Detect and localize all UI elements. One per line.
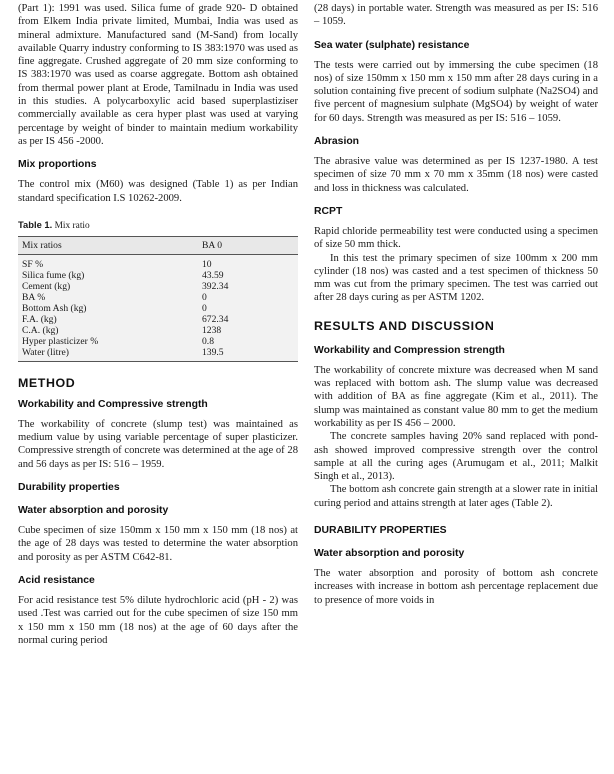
table-cell-label: F.A. (kg) [22, 313, 57, 325]
table-cell-label: BA % [22, 291, 46, 303]
rcpt-heading: RCPT [314, 205, 343, 217]
table-caption [18, 219, 298, 232]
materials-paragraph: (Part 1): 1991 was used. Silica fume of grade 920- D obtained from Elkem India private limited, Mumbai, India was used as mineral admixture. Manufactured sand (M-Sand) from locally available Quarry industry conforming to IS 383:1970 was used as fine aggregate. Crushed aggregate of 20 mm size conforming to IS 383:1970 was used as coarse aggregate. Bottom ash obtained from thermal power plant at Erode, Tamilnadu in India was used in this studies. A polycarboxylic acid based superplastiziser commercially available as cera hyper plast was used at varying percentage by weight of binder to maintain medium workability as per IS 456 -2000. [18, 3, 298, 147]
table-cell-value: 0 [202, 291, 207, 303]
strength-gain-paragraph: The bottom ash concrete gain strength at a slower rate in initial curing period and attains strength at later ages (Table 2). [314, 484, 598, 509]
table-cell-value: 1238 [202, 324, 222, 336]
table-row [18, 336, 298, 347]
workability-compressive-heading: Workability and Compressive strength [18, 398, 208, 410]
table-cell-value: 43.59 [202, 269, 224, 281]
table-title: Mix ratio [54, 220, 90, 231]
table-row [18, 270, 298, 281]
right-column [314, 2, 598, 607]
table-cell-value: 0.8 [202, 335, 214, 347]
table-row [18, 254, 298, 270]
method-heading: METHOD [18, 375, 76, 390]
rcpt-detail-paragraph: In this test the primary specimen of size 100mm x 200 mm cylinder (18 nos) was casted and a test specimen of thickness 50 mm was cut from the primary specimen. The test was carried out after 28 days curing as per ASTM 1202. [314, 252, 598, 304]
table-row [18, 303, 298, 314]
table-label: Table 1. [18, 218, 53, 230]
table-header-row [18, 236, 298, 254]
table-row [18, 292, 298, 303]
table-row [18, 347, 298, 362]
water-absorption-results-paragraph: The water absorption and porosity of bottom ash concrete increases with increase in bottom ash percentage replacement due to presence of more voids in [314, 568, 598, 606]
table-cell-label: Water (litre) [18, 347, 198, 362]
table-row [18, 325, 298, 336]
workability-paragraph: The workability of concrete (slump test) was maintained as medium value by using variable percentage of super plasticizer. Compressive strength of concrete was determined at the age of 28 and 56 days as per IS: 516 – 1959. [18, 418, 298, 470]
table-header-ba0: BA 0 [198, 236, 298, 254]
table-cell-label: Bottom Ash (kg) [22, 302, 87, 314]
table-cell-label: Cement (kg) [22, 280, 71, 292]
acid-resistance-paragraph: For acid resistance test 5% dilute hydrochloric acid (pH - 2) was used .Test was carried out for the cube specimen of size 150 mm x 150 mm x 150 mm (18 nos) at the age of 60 days after the normal curing period [18, 594, 298, 646]
table-cell-value: 10 [202, 258, 212, 270]
mix-proportions-heading: Mix proportions [18, 159, 97, 171]
table-cell-value: 0 [202, 302, 207, 314]
workability-compression-heading: Workability and Compression strength [314, 344, 505, 356]
abrasion-paragraph: The abrasive value was determined as per IS 1237-1980. A test specimen of size 70 mm x 70 mm x 35mm (18 nos) were casted and loss in thickness was calculated. [314, 156, 598, 194]
table-cell-label: SF % [22, 258, 44, 270]
table-header-mix-ratios: Mix ratios [18, 236, 198, 254]
results-discussion-heading: RESULTS AND DISCUSSION [314, 318, 495, 333]
sea-water-paragraph: The tests were carried out by immersing the cube specimen (18 nos) of size 150mm x 150 mm x 150 mm after 28 days curing in a solution containing five precent of sodium sulphate (Na2SO4) and five percent of magnesium sulphate (MgSO4) by weight of water for 60 days. Strength was measured as per IS: 516 – 1059. [314, 59, 598, 124]
water-absorption-results-heading: Water absorption and porosity [314, 548, 465, 560]
left-column [18, 2, 298, 647]
table-cell-value: 139.5 [198, 347, 298, 362]
curing-continuation-paragraph: (28 days) in portable water. Strength was measured as per IS: 516 – 1059. [314, 3, 598, 28]
table-row [18, 281, 298, 292]
durability-properties-heading: Durability properties [18, 482, 120, 494]
abrasion-heading: Abrasion [314, 136, 360, 148]
table-cell-value: 672.34 [202, 313, 229, 325]
acid-resistance-heading: Acid resistance [18, 574, 95, 586]
table-cell-value: 392.34 [202, 280, 229, 292]
table-cell-label: C.A. (kg) [22, 324, 59, 336]
table-cell-label: Hyper plasticizer % [22, 335, 99, 347]
table-cell-label: Silica fume (kg) [22, 269, 85, 281]
table-row [18, 314, 298, 325]
rcpt-paragraph: Rapid chloride permeability test were conducted using a specimen of size 50 mm thick. [314, 225, 598, 251]
workability-results-paragraph: The workability of concrete mixture was decreased when M sand was replaced with bottom ash. The slump value was decreased with addition of BA as fine aggregate (Kim et al., 2011). The slump was maintained as constant value 80 mm to get the medium workability as per IS 456 – 2000. [314, 364, 598, 429]
water-absorption-heading: Water absorption and porosity [18, 505, 169, 517]
pond-ash-paragraph: The concrete samples having 20% sand replaced with pond-ash showed improved compressive strength over the control sample at all the curing ages (Arumugam et al., 2011; Malkit Singh et al., 2013). [314, 431, 598, 483]
mix-ratio-table [18, 236, 298, 362]
mix-proportions-paragraph: The control mix (M60) was designed (Table 1) as per Indian standard specification I.S 10262-2009. [18, 179, 298, 204]
water-absorption-paragraph: Cube specimen of size 150mm x 150 mm x 150 mm (18 nos) at the age of 28 days was tested to determine the water absorption and porosity as per ASTM C642-81. [18, 525, 298, 563]
sea-water-heading: Sea water (sulphate) resistance [314, 39, 470, 51]
durability-properties-results-heading: DURABILITY PROPERTIES [314, 525, 447, 537]
